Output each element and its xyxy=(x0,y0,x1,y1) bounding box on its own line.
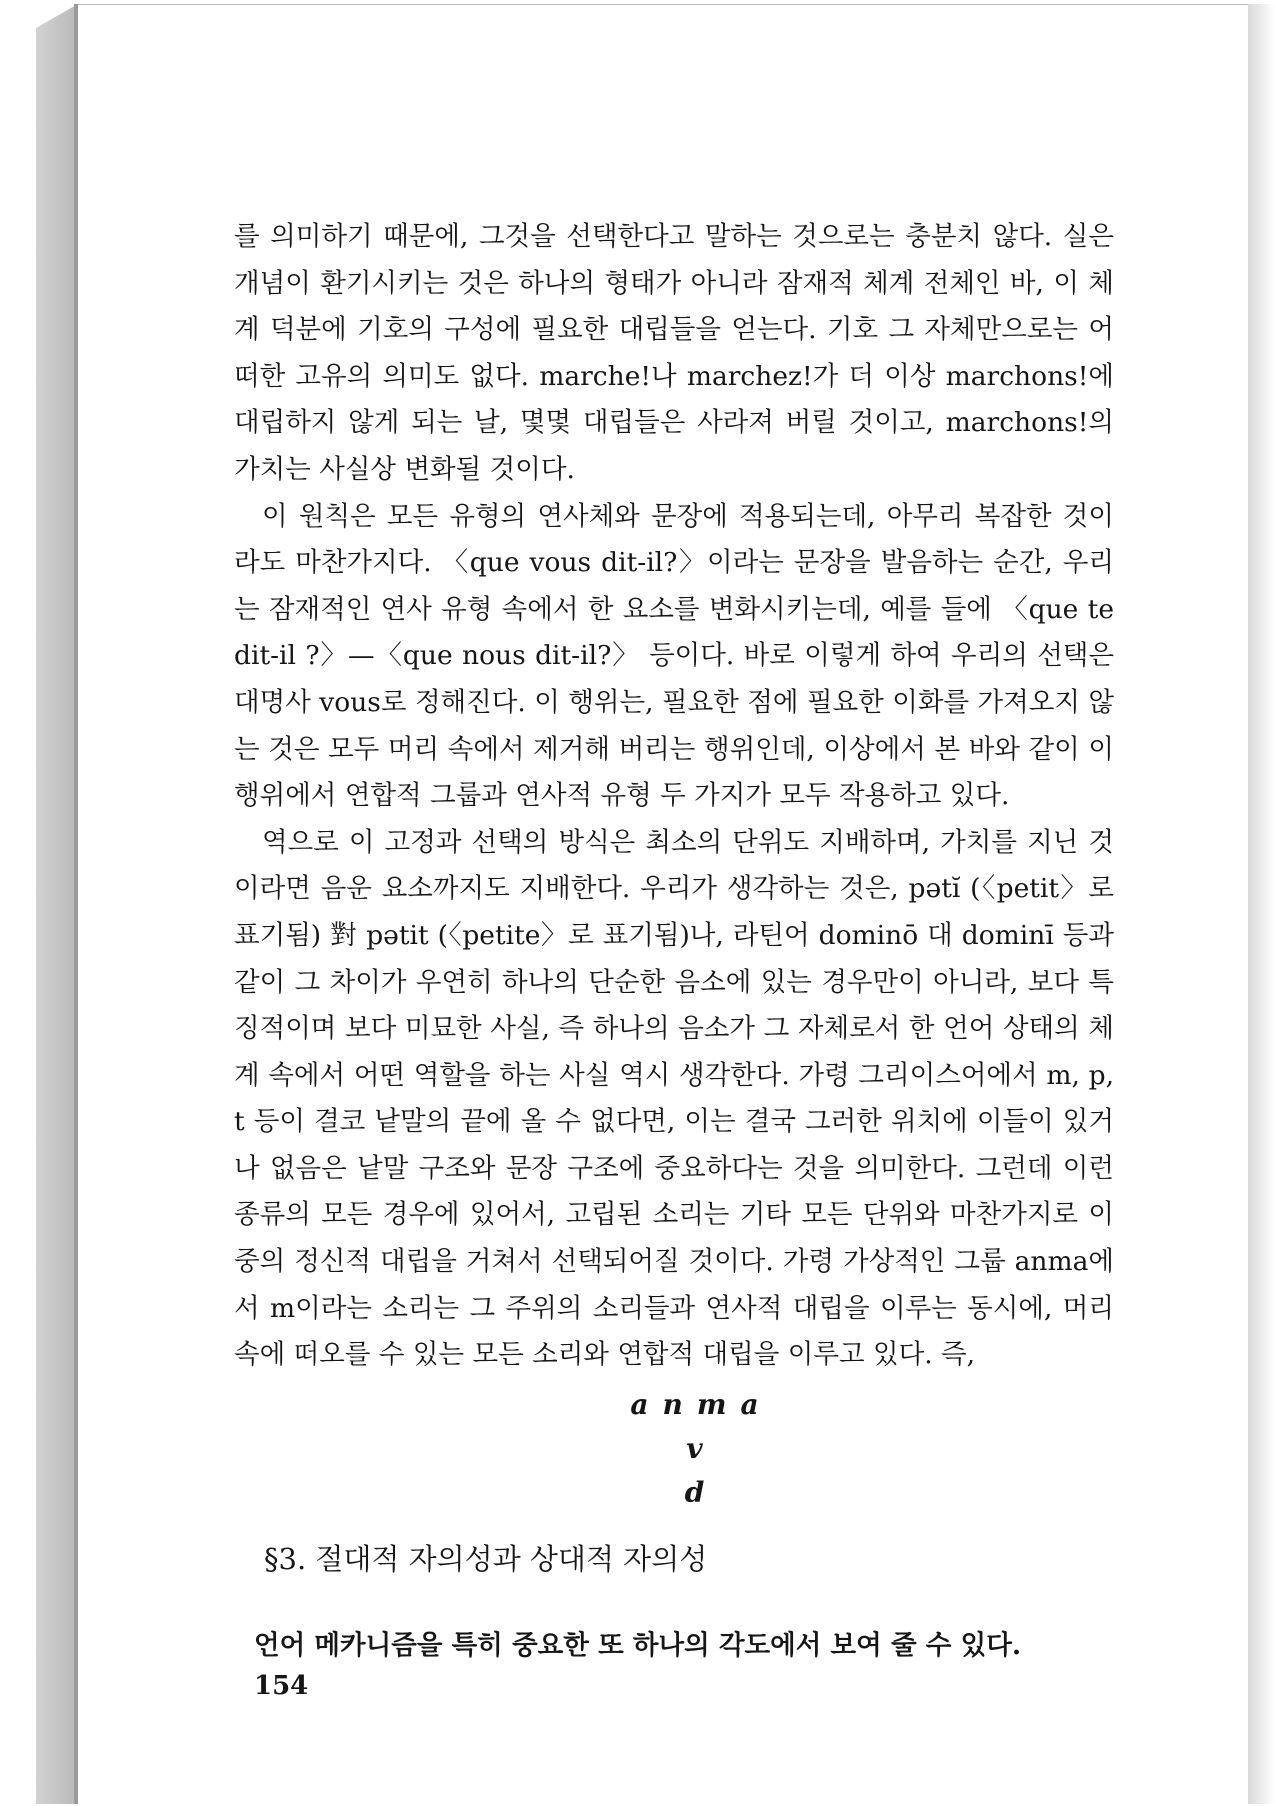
book-spine xyxy=(36,4,78,1804)
formula-row-anma: anma xyxy=(630,1387,773,1421)
paragraph-2: 이 원칙은 모든 유형의 연사체와 문장에 적용되는데, 아무리 복잡한 것이라도 마찬가지다. 〈que vous dit-il?〉이라는 문장을 발음하는 순간, 우리는 잠재적인 연사 유형 속에서 한 요소를 변화시키는데, 예를 들에 〈que te dit-il ?〉—〈que nous dit-il?〉 등이다. 바로 이렇게 하여 우리의 선택은 대명사 vous로 정해진다. 이 행위는, 필요한 점에 필요한 이화를 가져오지 않는 것은 모두 머리 속에서 제거해 버리는 행위인데, 이상에서 본 바와 같이 이 행위에서 연합적 그룹과 연사적 유형 두 가지가 모두 작용하고 있다. xyxy=(234,500,1114,812)
section-heading: §3. 절대적 자의성과 상대적 자의성 xyxy=(264,1541,708,1576)
associative-series-diagram xyxy=(234,1383,1114,1515)
paragraph-1: 를 의미하기 때문에, 그것을 선택한다고 말하는 것으로는 충분치 않다. 실은 개념이 환기시키는 것은 하나의 형태가 아니라 잠재적 체계 전체인 바, 이 체계 덕분에 기호의 구성에 필요한 대립들을 얻는다. 기호 그 자체만으로는 어떠한 고유의 의미도 없다. marche!나 marchez!가 더 이상 marchons!에 대립하지 않게 되는 날, 몇몇 대립들은 사라져 버릴 것이고, marchons!의 가치는 사실상 변화될 것이다. xyxy=(234,221,1114,485)
formula-row-v: v xyxy=(686,1431,717,1465)
formula-row-d: d xyxy=(684,1475,719,1509)
lead-sentence: 언어 메카니즘을 특히 중요한 또 하나의 각도에서 보여 줄 수 있다. xyxy=(254,1629,1022,1661)
page-number: 154 xyxy=(254,1671,309,1701)
paragraph-3: 역으로 이 고정과 선택의 방식은 최소의 단위도 지배하며, 가치를 지닌 것이라면 음운 요소까지도 지배한다. 우리가 생각하는 것은, pətĭ (〈petit〉로 표기됨) 對 pətit (〈petite〉로 표기됨)나, 라틴어 dominō 대 dominī 등과 같이 그 차이가 우연히 하나의 단순한 음소에 있는 경우만이 아니라, 보다 특징적이며 보다 미묘한 사실, 즉 하나의 음소가 그 자체로서 한 언어 상태의 체계 속에서 어떤 역할을 하는 사실 역시 생각한다. 가령 그리이스어에서 m, p, t 등이 결코 낱말의 끝에 올 수 없다면, 이는 결국 그러한 위치에 이들이 있거나 없음은 낱말 구조와 문장 구조에 중요하다는 것을 의미한다. 그런데 이런 종류의 모든 경우에 있어서, 고립된 소리는 기타 모든 단위와 마찬가지로 이중의 정신적 대립을 거쳐서 선택되어질 것이다. 가령 가상적인 그룹 anma에서 m이라는 소리는 그 주위의 소리들과 연사적 대립을 이루는 동시에, 머리 속에 떠오를 수 있는 모든 소리와 연합적 대립을 이루고 있다. 즉, xyxy=(234,826,1114,1371)
page-body xyxy=(234,214,1114,1669)
page-edge-shadow xyxy=(1248,4,1275,1804)
